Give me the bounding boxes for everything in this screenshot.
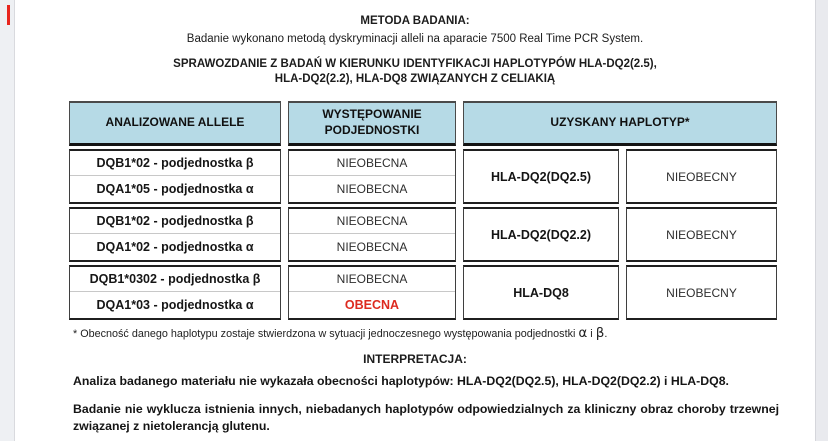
haplotype-name: HLA-DQ2(DQ2.5) [463,149,619,204]
method-description: Badanie wykonano metodą dyskryminacji alleli na aparacie 7500 Real Time PCR System. [186,33,644,45]
subunit-presence: NIEOBECNA [336,239,408,254]
haplotype-name: HLA-DQ2(DQ2.2) [463,207,619,262]
page-margin-right [815,0,828,441]
allele-name: DQA1*02 - podjednostka α [96,239,254,254]
footnote-text: i [587,328,596,340]
allele-names-group3 [69,265,281,320]
column-header-haplotype: UZYSKANY HAPLOTYP* [463,101,777,146]
clipped-next-line [402,437,562,441]
subunit-presence-group3 [288,265,456,320]
subunit-presence: NIEOBECNA [289,267,455,292]
footnote-text: * Obecność danego haplotypu zostaje stwierdzona w sytuacji jednoczesnego występowania podjednostki [73,328,579,340]
allele-name: DQA1*03 - podjednostka α [96,297,254,312]
interpretation-finding: Analiza badanego materiału nie wykazała obecności haplotypów: HLA-DQ2(DQ2.5), HLA-DQ2(DQ2.2) i HLA-DQ8. [73,374,729,388]
column-header-presence: WYSTĘPOWANIE PODJEDNOSTKI [288,101,456,146]
text-cursor-mark [7,5,10,25]
report-title-line2: HLA-DQ2(2.2), HLA-DQ8 ZWIĄZANYCH Z CELIAKIĄ [274,73,556,85]
haplotype-name: HLA-DQ8 [463,265,619,320]
allele-name: DQB1*02 - podjednostka β [70,151,280,176]
subunit-presence-group2 [288,207,456,262]
haplotype-result: NIEOBECNY [626,149,777,204]
beta-symbol: β [595,325,605,341]
allele-name: DQA1*05 - podjednostka α [96,181,254,196]
method-section-label: METODA BADANIA: [360,15,470,27]
table-footnote [73,325,783,341]
allele-name: DQB1*02 - podjednostka β [70,209,280,234]
interpretation-label: INTERPRETACJA: [363,352,467,366]
report-title-line1: SPRAWOZDANIE Z BADAŃ W KIERUNKU IDENTYFIKACJI HAPLOTYPÓW HLA-DQ2(2.5), [173,58,657,70]
haplotype-result: NIEOBECNY [626,207,777,262]
column-header-alleles: ANALIZOWANE ALLELE [69,101,281,146]
allele-name: DQB1*0302 - podjednostka β [70,267,280,292]
haplotype-result: NIEOBECNY [626,265,777,320]
footnote-text: . [604,328,608,340]
alpha-symbol: α [578,325,588,341]
allele-names-group2 [69,207,281,262]
subunit-presence: NIEOBECNA [289,209,455,234]
results-table [69,101,777,320]
interpretation-disclaimer: Badanie nie wyklucza istnienia innych, niebadanych haplotypów odpowiedzialnych za kliniczny obraz choroby trzewnej związanej z nietolerancją glutenu. [73,402,779,433]
subunit-presence-group1 [288,149,456,204]
page-margin-left [0,0,15,441]
subunit-presence-positive: OBECNA [344,297,400,312]
allele-names-group1 [69,149,281,204]
subunit-presence: NIEOBECNA [289,151,455,176]
subunit-presence: NIEOBECNA [336,181,408,196]
lab-report-page [16,0,814,441]
